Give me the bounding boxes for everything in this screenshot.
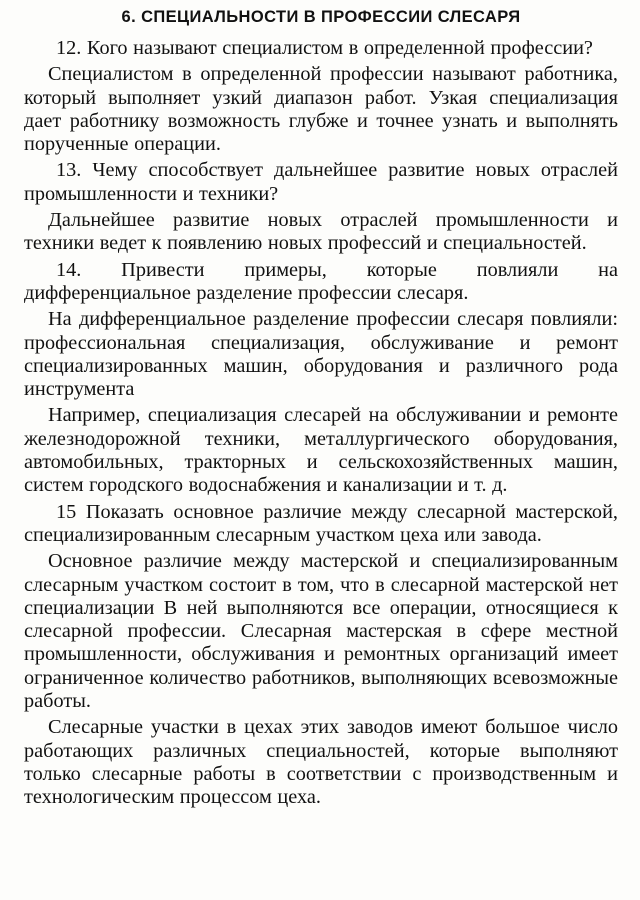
answer-15-continued: Слесарные участки в цехах этих заводов имеют большое число работающих различных специальностей, которые выполняют только слесарные работы в соответствии с производственным и технологическим процессом цеха. xyxy=(24,716,618,809)
question-13: 13. Чему способствует дальнейшее развитие новых отраслей промышленности и техники? xyxy=(24,159,618,205)
answer-14-example: Например, специализация слесарей на обслуживании и ремонте железнодорожной техники, металлургического оборудования, автомобильных, тракторных и сельскохозяйственных машин, систем городского водоснабжения и канализации и т. д. xyxy=(24,404,618,497)
answer-13: Дальнейшее развитие новых отраслей промышленности и техники ведет к появлению новых профессий и специальностей. xyxy=(24,209,618,255)
answer-12: Специалистом в определенной профессии называют работника, который выполняет узкий диапазон работ. Узкая специализация дает работнику возможность глубже и точнее узнать и выполнять порученные операции. xyxy=(24,63,618,156)
answer-15: Основное различие между мастерской и специализированным слесарным участком состоит в том, что в слесарной мастерской нет специализации В ней выполняются все операции, относящиеся к слесарной профессии. Слесарная мастерская в сфере местной промышленности, обслуживания и ремонтных организаций имеет ограниченное количество работников, выполняющих всевозможные работы. xyxy=(24,550,618,713)
answer-14: На дифференциальное разделение профессии слесаря повлияли: профессиональная специализация, обслуживание и ремонт специализированных машин, оборудования и различного рода инструмента xyxy=(24,308,618,401)
section-title: 6. СПЕЦИАЛЬНОСТИ В ПРОФЕССИИ СЛЕСАРЯ xyxy=(121,8,521,26)
question-15: 15 Показать основное различие между слесарной мастерской, специализированным слесарным участком цеха или завода. xyxy=(24,500,618,546)
question-12: 12. Кого называют специалистом в определенной профессии? xyxy=(56,37,593,59)
question-14: 14. Привести примеры, которые повлияли на дифференциальное разделение профессии слесаря. xyxy=(24,258,618,304)
